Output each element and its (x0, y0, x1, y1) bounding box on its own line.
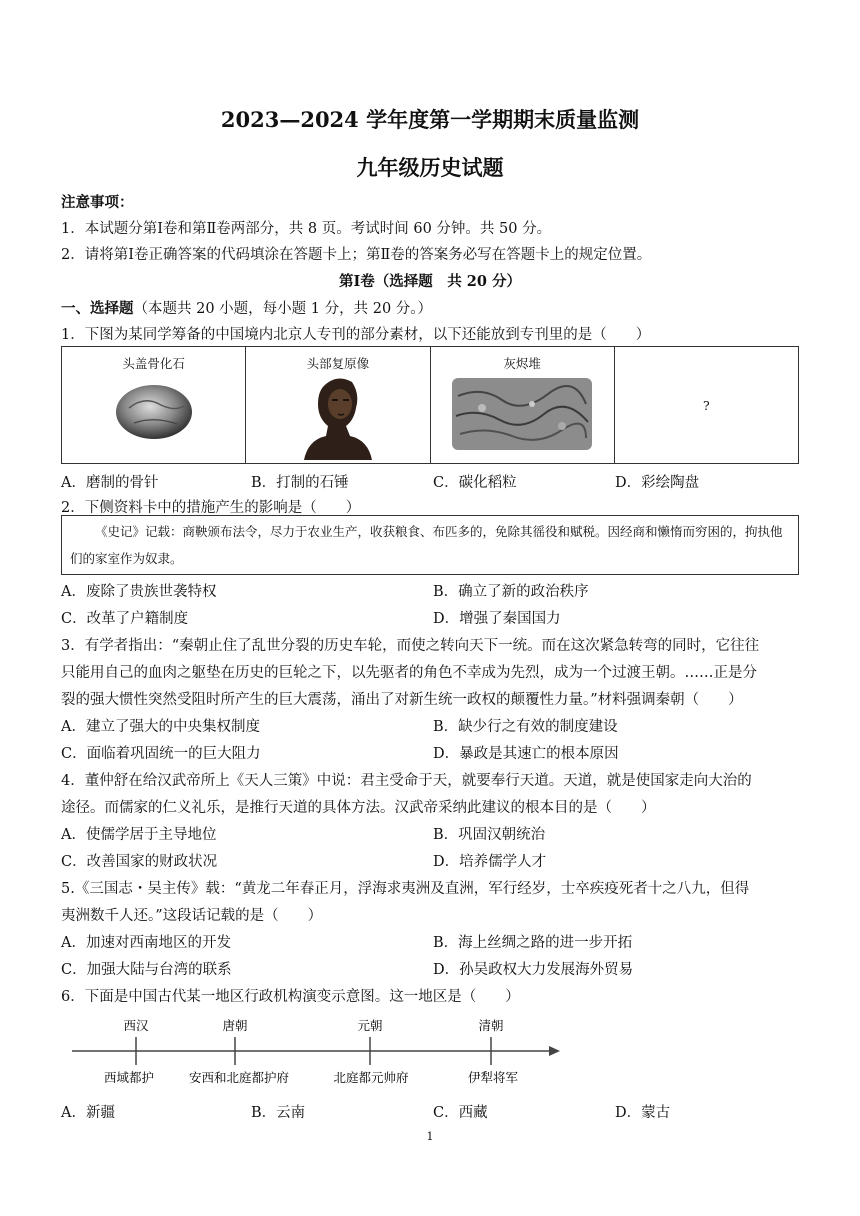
q1-cell-unknown (614, 347, 798, 464)
part-label: 一、选择题 (61, 300, 134, 317)
q6-option-c: C．西藏 (433, 1105, 488, 1121)
notice-heading: 注意事项： (61, 194, 134, 211)
timeline-dynasty: 元朝 (357, 1018, 383, 1033)
section-title: 第Ⅰ卷（选择题 共 20 分） (338, 273, 522, 290)
q1-cell-caption: 头盖骨化石 (122, 356, 185, 371)
q2-material-card (61, 515, 799, 575)
q3-option-b: B．缺少行之有效的制度建设 (433, 719, 618, 735)
q1-cell-skull (62, 347, 246, 464)
q1-cell-head (246, 347, 430, 464)
q1-option-a: A．磨制的骨针 (61, 475, 159, 491)
q2-option-c: C．改革了户籍制度 (61, 611, 189, 627)
timeline-dynasty: 唐朝 (222, 1018, 248, 1033)
q4-option-a: A．使儒学居于主导地位 (61, 827, 217, 843)
q5-option-b: B．海上丝绸之路的进一步开拓 (433, 935, 633, 951)
q5-option-a: A．加速对西南地区的开发 (61, 935, 231, 951)
ash-pile-image (452, 376, 592, 452)
page-number: 1 (426, 1130, 434, 1143)
q1-cell-ash (430, 347, 614, 464)
timeline-arrow-icon (549, 1046, 560, 1056)
timeline-institution: 北庭都元帅府 (333, 1070, 409, 1085)
part-desc: （本题共 20 小题，每小题 1 分，共 20 分。） (133, 301, 433, 317)
question-6-stem: 6．下面是中国古代某一地区行政机构演变示意图。这一地区是（ ） (61, 989, 520, 1005)
timeline-dynasty: 清朝 (478, 1018, 504, 1033)
part-heading (61, 297, 432, 318)
timeline-institution: 安西和北庭都护府 (188, 1070, 290, 1085)
q3-option-c: C．面临着巩固统一的巨大阻力 (61, 746, 261, 762)
q2-option-a: A．废除了贵族世袭特权 (61, 584, 217, 600)
question-4-line: 4．董仲舒在给汉武帝所上《天人三策》中说：君主受命于天，就要奉行天道。天道，就是使国家走向大治的 (61, 773, 752, 789)
q4-option-d: D．培养儒学人才 (433, 854, 547, 870)
timeline-dynasty: 西汉 (123, 1018, 149, 1033)
question-3-line: 裂的强大惯性突然受阻时所产生的巨大震荡，涌出了对新生统一政权的颠覆性力量。”材料强调秦朝（ ） (61, 692, 743, 708)
q1-cell-caption: ? (703, 397, 710, 413)
question-1-stem: 1．下图为某同学筹备的中国境内北京人专刊的部分素材，以下还能放到专刊里的是（ ） (61, 327, 651, 343)
exam-title: 2023—2024 学年度第一学期期末质量监测 (220, 107, 640, 132)
question-5-line: 夷洲数千人还。”这段话记载的是（ ） (61, 908, 323, 924)
q3-option-a: A．建立了强大的中央集权制度 (61, 719, 260, 735)
head-reconstruction-image (298, 374, 378, 460)
q1-option-b: B．打制的石锤 (251, 475, 349, 491)
notice-item: 1．本试题分第Ⅰ卷和第Ⅱ卷两部分，共 8 页。考试时间 60 分钟。共 50 分。 (61, 221, 552, 237)
q1-cell-caption: 头部复原像 (306, 356, 370, 371)
q1-option-c: C．碳化稻粒 (433, 475, 517, 491)
q6-option-b: B．云南 (251, 1105, 306, 1121)
question-5-line: 5.《三国志・吴主传》载：“黄龙二年春正月，浮海求夷洲及直洲，军行经岁，士卒疾疫死者十之八九，但得 (61, 881, 750, 897)
q1-material-table (61, 346, 799, 464)
q4-option-c: C．改善国家的财政状况 (61, 854, 218, 870)
q6-option-d: D．蒙古 (615, 1105, 671, 1121)
timeline-institution: 西域都护 (103, 1070, 155, 1085)
question-4-line: 途径。而儒家的仁义礼乐，是推行天道的具体方法。汉武帝采纳此建议的根本目的是（ ） (61, 800, 656, 816)
exam-subtitle: 九年级历史试题 (356, 155, 504, 180)
skull-fossil-image (109, 378, 199, 446)
question-3-line: 只能用自己的血肉之躯垫在历史的巨轮之下，以先驱者的角色不幸成为先烈，成为一个过渡王朝。……正是分 (61, 665, 757, 681)
question-3-line: 3．有学者指出：“秦朝止住了乱世分裂的历史车轮，而使之转向天下一统。而在这次紧急转弯的同时，它往往 (61, 638, 760, 654)
q2-option-d: D．增强了秦国国力 (433, 611, 561, 627)
q1-cell-caption: 灰烬堆 (503, 356, 541, 371)
notice-item: 2．请将第Ⅰ卷正确答案的代码填涂在答题卡上；第Ⅱ卷的答案务必写在答题卡上的规定位置。 (61, 247, 652, 263)
q5-option-d: D．孙吴政权大力发展海外贸易 (433, 962, 634, 978)
question-2-stem: 2．下侧资料卡中的措施产生的影响是（ ） (61, 500, 361, 516)
q5-option-c: C．加强大陆与台湾的联系 (61, 962, 232, 978)
q2-card-text: 《史记》记载：商鞅颁布法令，尽力于农业生产，收获粮食、布匹多的，免除其徭役和赋税。因经商和懒惰而穷困的，拘执他们的家室作为奴隶。 (70, 524, 783, 566)
q6-option-a: A．新疆 (61, 1105, 115, 1121)
q1-option-d: D．彩绘陶盘 (615, 475, 700, 491)
q4-option-b: B．巩固汉朝统治 (433, 827, 546, 843)
timeline-institution: 伊犁将军 (467, 1070, 519, 1085)
q3-option-d: D．暴政是其速亡的根本原因 (433, 746, 619, 762)
q6-timeline (0, 1010, 860, 1090)
q2-option-b: B．确立了新的政治秩序 (433, 584, 589, 600)
